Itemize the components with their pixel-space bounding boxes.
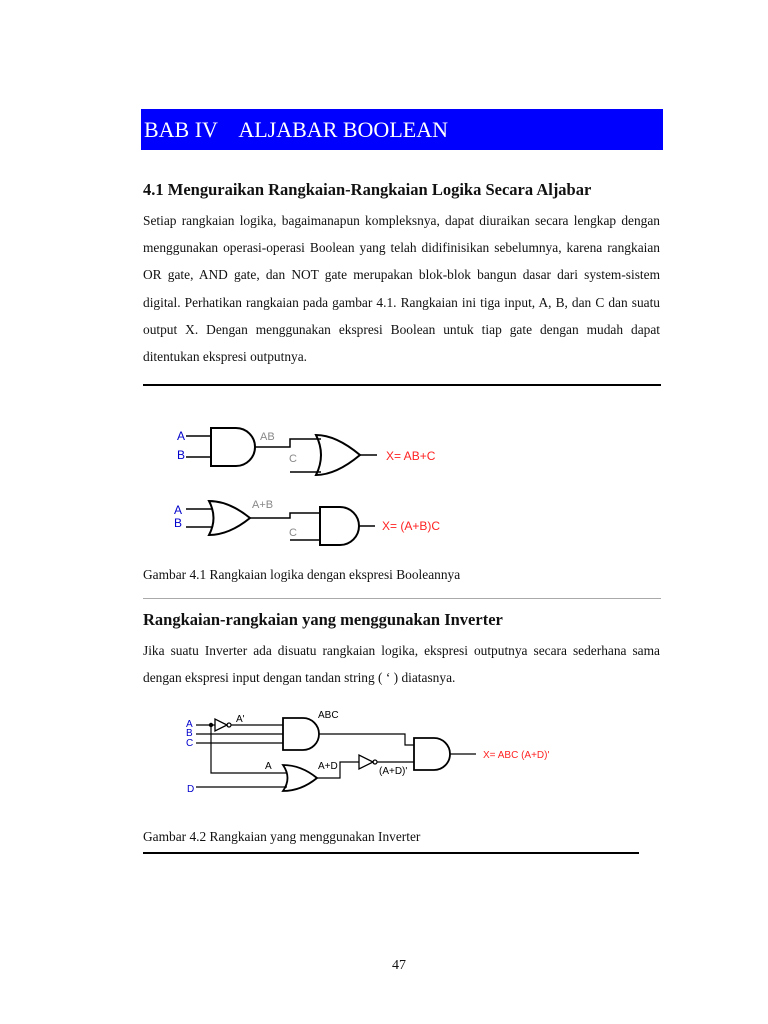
label-b-1: B <box>177 448 186 462</box>
label-d: D <box>187 784 195 795</box>
output-expression-1: X= AB+C <box>386 449 436 463</box>
inverter-2 <box>359 755 373 769</box>
output-expression-3: X= ABC (A+D)' <box>483 750 550 761</box>
label-ab: AB <box>260 431 275 443</box>
and-gate-3 <box>283 718 319 750</box>
label-a-plus-b: A+B <box>252 499 274 511</box>
label-a-3: A <box>186 719 193 730</box>
chapter-number: BAB IV <box>144 117 218 142</box>
subsection-title: Rangkaian-rangkaian yang menggunakan Inverter <box>143 610 503 629</box>
label-abc: ABC <box>318 710 339 721</box>
label-a-branch: A <box>265 761 272 772</box>
label-a-not: A' <box>236 714 245 725</box>
wire-abc <box>319 734 414 745</box>
label-b-2: B <box>174 516 183 530</box>
bottom-rule <box>143 852 639 854</box>
figure-1-caption: Gambar 4.1 Rangkaian logika dengan ekspresi Booleannya <box>143 567 461 582</box>
figure-2-caption: Gambar 4.2 Rangkaian yang menggunakan Inverter <box>143 829 421 844</box>
section-paragraph-text: Setiap rangkaian logika, bagaimanapun kompleksnya, dapat diuraikan secara lengkap dengan menggunakan operasi-operasi Boolean yang telah didifinisikan sebelumnya, karena rangkaian OR gate, AND gate, dan NOT gate merupakan blok-blok bangun dasar dari system-sistem digital. Perhatikan rangkaian pada gambar 4.1. Rangkaian ini tiga input, A, B, dan C dan suatu output X. Dengan menggunakan ekspresi Boolean untuk tiap gate dengan mudah dapat ditentukan ekspresi outputnya. <box>143 213 660 365</box>
output-expression-2: X= (A+B)C <box>382 519 441 533</box>
junction-a <box>209 723 212 726</box>
label-a-plus-d-not: (A+D)' <box>379 766 408 777</box>
label-a-2: A <box>174 503 183 517</box>
label-a-1: A <box>177 429 186 443</box>
chapter-title: ALJABAR BOOLEAN <box>238 117 448 142</box>
circuit-3 <box>196 718 476 791</box>
section-title: 4.1 Menguraikan Rangkaian-Rangkaian Logika Secara Aljabar <box>143 180 592 199</box>
label-b-3: B <box>186 728 193 739</box>
page-number: 47 <box>392 958 406 973</box>
inverter-1 <box>215 719 227 731</box>
label-c-2: C <box>289 527 297 539</box>
label-c-3: C <box>186 738 194 749</box>
subsection-paragraph-text: Jika suatu Inverter ada disuatu rangkaian logika, ekspresi outputnya secara sederhana sama dengan ekspresi input dengan tandan string ( ‘ ) diatasnya. <box>143 643 660 686</box>
or-gate-3 <box>283 765 317 791</box>
wire-a-branch <box>211 725 287 773</box>
label-c-1: C <box>289 453 297 465</box>
label-a-plus-d: A+D <box>318 761 338 772</box>
and-gate-4 <box>414 738 450 770</box>
